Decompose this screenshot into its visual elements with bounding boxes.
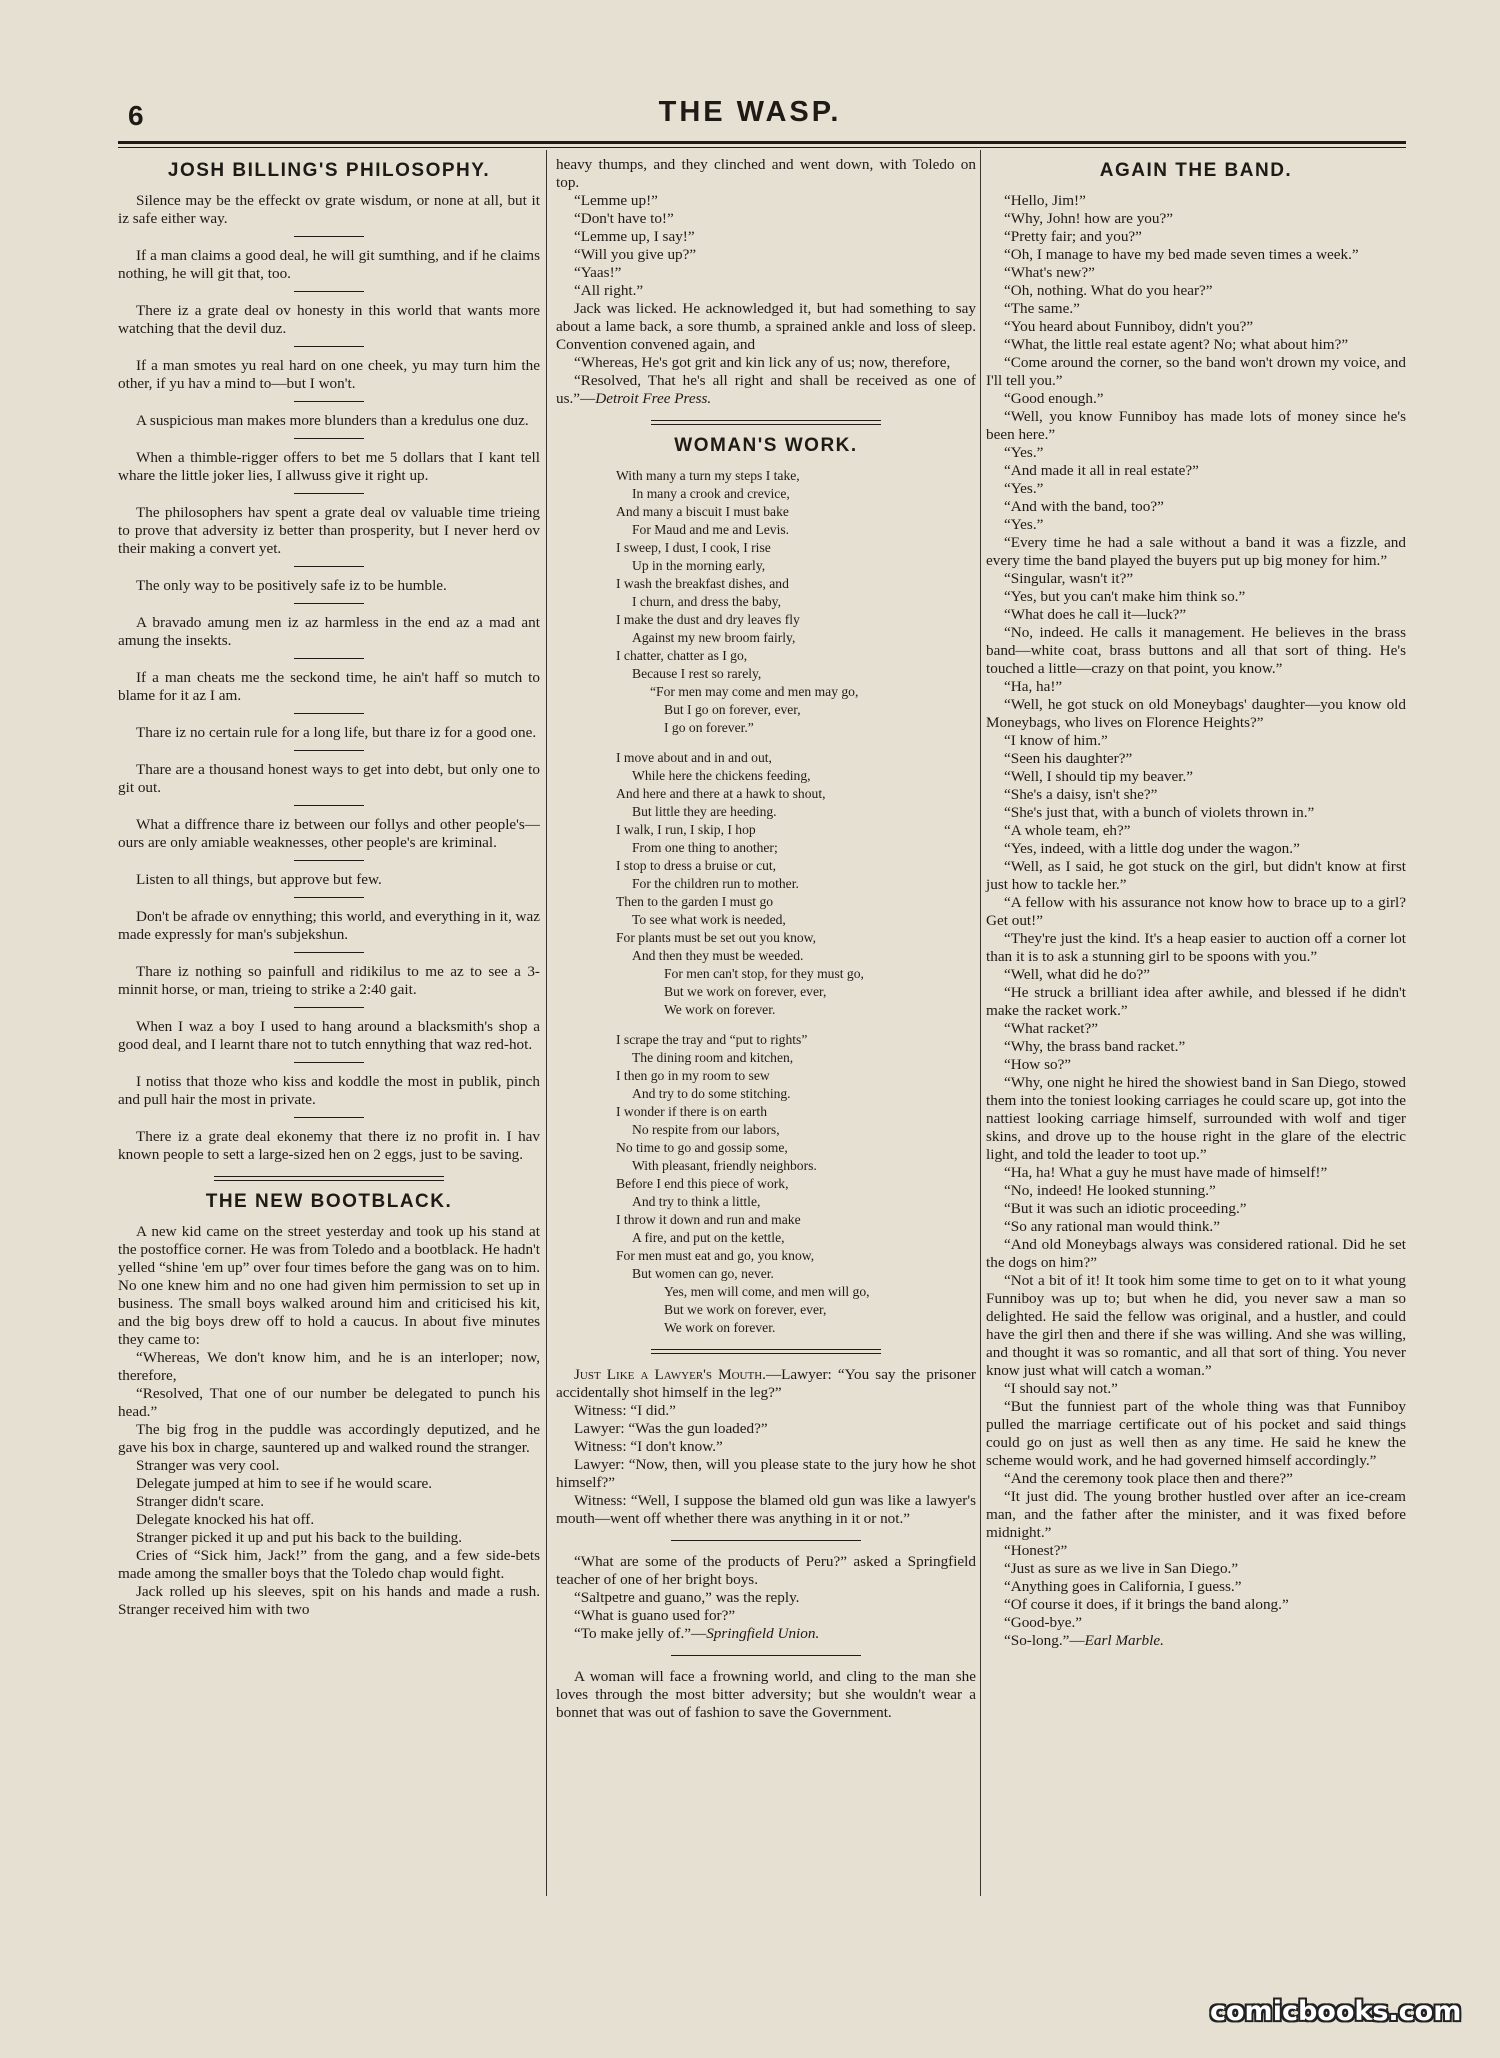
poem-line: We work on forever. bbox=[664, 1320, 776, 1335]
dialogue-line bbox=[986, 1038, 1406, 1056]
dialogue-line bbox=[986, 1542, 1406, 1560]
paragraph bbox=[556, 264, 976, 282]
poem-line: We work on forever. bbox=[664, 1002, 776, 1017]
paragraph-text: Lawyer: “Now, then, will you please state to the jury how he shot himself?” bbox=[556, 1456, 976, 1491]
poem-line: I churn, and dress the baby, bbox=[632, 594, 781, 609]
saying: If a man cheats me the seckond time, he ain't haff so mutch to blame for it az I am. bbox=[118, 669, 540, 704]
poem-line: But women can go, never. bbox=[632, 1266, 774, 1281]
paragraph-text: “Whereas, He's got grit and kin lick any of us; now, therefore, bbox=[574, 354, 951, 371]
anecdote-heading: Just Like a Lawyer's Mouth. bbox=[574, 1366, 766, 1383]
paragraph: Delegate jumped at him to see if he would scare. bbox=[136, 1475, 433, 1492]
dialogue-line bbox=[986, 462, 1406, 480]
paragraph-text: “Anything goes in California, I guess.” bbox=[1004, 1578, 1242, 1595]
poem-line: From one thing to another; bbox=[632, 840, 778, 855]
paragraph bbox=[556, 1438, 976, 1456]
dialogue-line bbox=[986, 1614, 1406, 1632]
saying: Silence may be the effeckt ov grate wisdum, or none at all, but it iz safe either way. bbox=[118, 192, 540, 227]
paragraph-text: “Honest?” bbox=[1004, 1542, 1068, 1559]
poem-line: For men must eat and go, you know, bbox=[616, 1248, 815, 1263]
dialogue-line bbox=[986, 1074, 1406, 1164]
paragraph-text: “What are some of the products of Peru?” asked a Springfield teacher of one of her bright boys. bbox=[556, 1553, 976, 1588]
dialogue-line bbox=[986, 1272, 1406, 1380]
dialogue-line bbox=[986, 966, 1406, 984]
poem-line: But we work on forever, ever, bbox=[664, 984, 827, 999]
paragraph-text: “What, the little real estate agent? No; what about him?” bbox=[1004, 336, 1349, 353]
saying: Thare are a thousand honest ways to get into debt, but only one to git out. bbox=[118, 761, 540, 796]
paragraph-text: “Ha, ha! What a guy he must have made of himself!” bbox=[1004, 1164, 1328, 1181]
paragraph-text: “The same.” bbox=[1004, 300, 1080, 317]
saying-separator bbox=[294, 603, 364, 604]
paragraph-text: “Just as sure as we live in San Diego.” bbox=[1004, 1560, 1239, 1577]
dialogue-line bbox=[986, 1020, 1406, 1038]
saying-separator bbox=[294, 493, 364, 494]
paragraph-text: “Ha, ha!” bbox=[1004, 678, 1063, 695]
paragraph-text: “And old Moneybags always was considered rational. Did he set the dogs on him?” bbox=[986, 1236, 1406, 1271]
poem-line: No respite from our labors, bbox=[632, 1122, 780, 1137]
paragraph: A new kid came on the street yesterday and took up his stand at the postoffice corner. He was from Toledo and a bootblack. He hadn't yelled “shine 'em up” over four times before the gang was on to him. No one knew him and no one had given him permission to set up in business. The small boys walked around him and criticised his kit, and the big boys drew off to hold a caucus. In about five minutes they came to: bbox=[118, 1223, 540, 1348]
poem-line: To see what work is needed, bbox=[632, 912, 786, 927]
poem-line: For Maud and me and Levis. bbox=[632, 522, 790, 537]
saying: Don't be afrade ov ennything; this world, and everything in it, waz made expressly for man's subjekshun. bbox=[118, 908, 540, 943]
saying: When a thimble-rigger offers to bet me 5 dollars that I kant tell whare the little joker lies, I allwuss give it right up. bbox=[118, 449, 540, 484]
saying-separator bbox=[294, 750, 364, 751]
paragraph bbox=[556, 372, 976, 408]
dialogue-line bbox=[986, 318, 1406, 336]
poem-stanza bbox=[556, 1031, 976, 1337]
dialogue-line bbox=[986, 192, 1406, 210]
woman-paragraph: A woman will face a frowning world, and cling to the man she loves through the most bitter adversity; but she wouldn't wear a bonnet that was out of fashion to save the Government. bbox=[556, 1668, 976, 1721]
dialogue-line bbox=[986, 840, 1406, 858]
double-rule bbox=[651, 1349, 881, 1354]
paragraph-text: “How so?” bbox=[1004, 1056, 1072, 1073]
poem-line: For the children run to mother. bbox=[632, 876, 799, 891]
poem-line: But we work on forever, ever, bbox=[664, 1302, 827, 1317]
paragraph-text: “Yes.” bbox=[1004, 516, 1044, 533]
poem-line: I go on forever.” bbox=[664, 720, 754, 735]
double-rule bbox=[651, 420, 881, 425]
poem-line: The dining room and kitchen, bbox=[632, 1050, 794, 1065]
dialogue-line bbox=[986, 606, 1406, 624]
dialogue-line bbox=[986, 984, 1406, 1020]
saying-separator bbox=[294, 860, 364, 861]
poem-line: In many a crook and crevice, bbox=[632, 486, 790, 501]
paragraph-text: “Yes.” bbox=[1004, 480, 1044, 497]
paragraph-text: “But the funniest part of the whole thing was that Funniboy pulled the marriage certificate out of his pocket and said things could go on just as well then as any time. He said he knew the scheme would work, and he had governed himself accordingly.” bbox=[986, 1398, 1406, 1469]
saying: A suspicious man makes more blunders than a kredulus one duz. bbox=[136, 412, 529, 429]
paragraph-text: “Yes, but you can't make him think so.” bbox=[1004, 588, 1246, 605]
dialogue-line bbox=[986, 1182, 1406, 1200]
poem-line: Then to the garden I must go bbox=[616, 894, 774, 909]
paragraph-text: “She's a daisy, isn't she?” bbox=[1004, 786, 1158, 803]
paragraph-text: “Yes.” bbox=[1004, 444, 1044, 461]
bootblack-article bbox=[118, 1223, 540, 1619]
poem-line: Up in the morning early, bbox=[632, 558, 766, 573]
paragraph-text: “And the ceremony took place then and there?” bbox=[1004, 1470, 1293, 1487]
column-divider bbox=[980, 150, 981, 1896]
saying: The philosophers hav spent a grate deal ov valuable time trieing to prove that adversity iz better than prosperity, but I never herd ov their making a convert yet. bbox=[118, 504, 540, 557]
page-number: 6 bbox=[128, 100, 144, 131]
poem-line: No time to go and gossip some, bbox=[616, 1140, 788, 1155]
column-divider bbox=[546, 150, 547, 1896]
column-1 bbox=[118, 156, 540, 1619]
dialogue-line bbox=[986, 1560, 1406, 1578]
dialogue-line bbox=[986, 732, 1406, 750]
paragraph bbox=[556, 210, 976, 228]
dialogue-line bbox=[986, 480, 1406, 498]
paragraph-text: Witness: “I don't know.” bbox=[574, 1438, 723, 1455]
paragraph-text: “To make jelly of.”— bbox=[574, 1625, 707, 1642]
paragraph-text: “So any rational man would think.” bbox=[1004, 1218, 1220, 1235]
poem-line: But I go on forever, ever, bbox=[664, 702, 801, 717]
dialogue-line bbox=[986, 210, 1406, 228]
saying: There iz a grate deal ov honesty in this world that wants more watching that the devil duz. bbox=[118, 302, 540, 337]
dialogue-line bbox=[986, 1164, 1406, 1182]
paragraph-text: “Yaas!” bbox=[574, 264, 622, 281]
paragraph-text: heavy thumps, and they clinched and went down, with Toledo on top. bbox=[556, 156, 976, 191]
column-3 bbox=[986, 156, 1406, 1650]
dialogue-line bbox=[986, 786, 1406, 804]
paragraph-text: “It just did. The young brother hustled over after an ice-cream man, and the father after the minister, and it was fixed before midnight.” bbox=[986, 1488, 1406, 1541]
poem-line: And try to do some stitching. bbox=[632, 1086, 791, 1101]
poem-line: A fire, and put on the kettle, bbox=[632, 1230, 785, 1245]
saying: When I waz a boy I used to hang around a blacksmith's shop a good deal, and I learnt thare not to tutch ennything that waz red-hot. bbox=[118, 1018, 540, 1053]
dialogue-line bbox=[986, 300, 1406, 318]
masthead: THE WASP. bbox=[658, 96, 842, 128]
paragraph-text: “No, indeed. He calls it management. He believes in the brass band—white coat, brass buttons and all that sort of thing. He's touched a little—crazy on that point, you know.” bbox=[986, 624, 1406, 677]
paragraph-text: “Oh, nothing. What do you hear?” bbox=[1004, 282, 1213, 299]
paragraph bbox=[556, 282, 976, 300]
saying-separator bbox=[294, 291, 364, 292]
paragraph: The big frog in the puddle was accordingly deputized, and he gave his box in charge, sauntered up and walked round the stranger. bbox=[118, 1421, 540, 1456]
poem-line: I make the dust and dry leaves fly bbox=[616, 612, 800, 627]
dialogue-line bbox=[986, 228, 1406, 246]
paragraph-text: “Seen his daughter?” bbox=[1004, 750, 1133, 767]
paragraph-text: Witness: “I did.” bbox=[574, 1402, 676, 1419]
saying-separator bbox=[294, 1117, 364, 1118]
poem-line: I wash the breakfast dishes, and bbox=[616, 576, 789, 591]
saying-separator bbox=[294, 952, 364, 953]
saying-separator bbox=[294, 346, 364, 347]
poem-line: I sweep, I dust, I cook, I rise bbox=[616, 540, 771, 555]
saying: What a diffrence thare iz between our follys and other people's—ours are only amiable weaknesses, other people's are kriminal. bbox=[118, 816, 540, 851]
poem-line: “For men may come and men may go, bbox=[650, 684, 859, 699]
dialogue-line bbox=[986, 570, 1406, 588]
paragraph bbox=[556, 192, 976, 210]
poem-line: And try to think a little, bbox=[632, 1194, 761, 1209]
dialogue-line bbox=[986, 336, 1406, 354]
separator bbox=[671, 1655, 861, 1656]
paragraph-text: “So-long.”— bbox=[1004, 1632, 1085, 1649]
paragraph bbox=[556, 1456, 976, 1492]
paragraph-text: “What's new?” bbox=[1004, 264, 1095, 281]
paragraph-text: “Good enough.” bbox=[1004, 390, 1104, 407]
paragraph-text: “They're just the kind. It's a heap easier to auction off a corner lot than it is to ask a stunning girl to be spoons with you.” bbox=[986, 930, 1406, 965]
dialogue-line bbox=[986, 390, 1406, 408]
paragraph-text: “Lemme up, I say!” bbox=[574, 228, 695, 245]
header-rule bbox=[118, 141, 1406, 144]
dialogue-line bbox=[986, 1218, 1406, 1236]
poem-line: I stop to dress a bruise or cut, bbox=[616, 858, 777, 873]
paragraph-text: “A fellow with his assurance not know how to brace up to a girl? Get out!” bbox=[986, 894, 1406, 929]
dialogue-line bbox=[986, 534, 1406, 570]
dialogue-line bbox=[986, 408, 1406, 444]
paragraph-text: “All right.” bbox=[574, 282, 644, 299]
paragraph bbox=[556, 1366, 976, 1402]
paragraph: Delegate knocked his hat off. bbox=[136, 1511, 315, 1528]
dialogue-line bbox=[986, 246, 1406, 264]
dialogue-line bbox=[986, 858, 1406, 894]
paragraph-text: “Hello, Jim!” bbox=[1004, 192, 1086, 209]
article-title-womans-work: WOMAN'S WORK. bbox=[674, 435, 858, 456]
paragraph: Stranger was very cool. bbox=[136, 1457, 280, 1474]
paragraph bbox=[556, 156, 976, 192]
paragraph-text: Lawyer: “Was the gun loaded?” bbox=[574, 1420, 768, 1437]
poem-stanza bbox=[556, 749, 976, 1019]
paragraph-text: “Well, as I said, he got stuck on the girl, but didn't know at first just how to tackle her.” bbox=[986, 858, 1406, 893]
poem-line: With many a turn my steps I take, bbox=[616, 468, 800, 483]
article-title-again-the-band: AGAIN THE BAND. bbox=[1099, 160, 1293, 181]
source-credit: Earl Marble. bbox=[1084, 1632, 1164, 1649]
paragraph-text: “He struck a brilliant idea after awhile, and blessed if he didn't make the racket work.” bbox=[986, 984, 1406, 1019]
saying-separator bbox=[294, 1007, 364, 1008]
dialogue-line bbox=[986, 1578, 1406, 1596]
paragraph-text: “Well, he got stuck on old Moneybags' daughter—you know old Moneybags, who lives on Florence Heights?” bbox=[986, 696, 1406, 731]
paragraph-text: “Resolved, That he's all right and shall be received as one of us.”— bbox=[556, 372, 976, 407]
paragraph-text: “And made it all in real estate?” bbox=[1004, 462, 1199, 479]
band-article bbox=[986, 192, 1406, 1650]
saying: Listen to all things, but approve but few. bbox=[136, 871, 382, 888]
paragraph-text: “You heard about Funniboy, didn't you?” bbox=[1004, 318, 1254, 335]
dialogue-line bbox=[986, 588, 1406, 606]
lawyer-anecdote bbox=[556, 1366, 976, 1528]
dialogue-line bbox=[986, 804, 1406, 822]
saying: If a man claims a good deal, he will git sumthing, and if he claims nothing, he will git that, too. bbox=[118, 247, 540, 282]
paragraph bbox=[556, 1420, 976, 1438]
paragraph-text: “She's just that, with a bunch of violets thrown in.” bbox=[1004, 804, 1315, 821]
poem-line: I then go in my room to sew bbox=[616, 1068, 770, 1083]
paragraph-text: Witness: “Well, I suppose the blamed old gun was like a lawyer's mouth—went off whether there was anything in it or not.” bbox=[556, 1492, 976, 1527]
saying: I notiss that thoze who kiss and koddle the most in publik, pinch and pull hair the most in private. bbox=[118, 1073, 540, 1108]
dialogue-line bbox=[986, 1470, 1406, 1488]
header-rule-thin bbox=[118, 147, 1406, 148]
bootblack-continued bbox=[556, 156, 976, 408]
saying: Thare iz no certain rule for a long life, but thare iz for a good one. bbox=[136, 724, 537, 741]
poem-line: I chatter, chatter as I go, bbox=[616, 648, 748, 663]
dialogue-line bbox=[986, 678, 1406, 696]
dialogue-line bbox=[986, 750, 1406, 768]
poem-stanza bbox=[556, 467, 976, 737]
dialogue-line bbox=[986, 1488, 1406, 1542]
saying-separator bbox=[294, 401, 364, 402]
paragraph-text: “I know of him.” bbox=[1004, 732, 1108, 749]
dialogue-line bbox=[986, 822, 1406, 840]
dialogue-line bbox=[986, 1632, 1406, 1650]
paragraph bbox=[556, 354, 976, 372]
double-rule bbox=[214, 1176, 444, 1181]
dialogue-line bbox=[986, 1236, 1406, 1272]
saying-separator bbox=[294, 566, 364, 567]
poem-line: For plants must be set out you know, bbox=[616, 930, 816, 945]
separator bbox=[671, 1540, 861, 1541]
saying-separator bbox=[294, 805, 364, 806]
paragraph-text: “And with the band, too?” bbox=[1004, 498, 1164, 515]
dialogue-line bbox=[986, 1056, 1406, 1074]
poem-womans-work bbox=[556, 467, 976, 1337]
paragraph bbox=[556, 228, 976, 246]
poem-line: Before I end this piece of work, bbox=[616, 1176, 789, 1191]
paragraph-text: —Lawyer: “You say the prisoner accidentally shot himself in the leg?” bbox=[556, 1366, 976, 1401]
dialogue-line bbox=[986, 282, 1406, 300]
watermark-logo: comicbooks.com bbox=[1210, 1996, 1462, 2027]
column-2 bbox=[556, 156, 976, 1722]
paragraph-text: “What racket?” bbox=[1004, 1020, 1099, 1037]
paragraph-text: “I should say not.” bbox=[1004, 1380, 1118, 1397]
paragraph-text: “A whole team, eh?” bbox=[1004, 822, 1131, 839]
source-credit: Springfield Union. bbox=[706, 1625, 820, 1642]
saying-separator bbox=[294, 236, 364, 237]
saying: If a man smotes yu real hard on one cheek, yu may turn him the other, if yu hav a mind to—but I won't. bbox=[118, 357, 540, 392]
paragraph-text: “Don't have to!” bbox=[574, 210, 674, 227]
paragraph-text: “Of course it does, if it brings the band along.” bbox=[1004, 1596, 1289, 1613]
paragraph: Cries of “Sick him, Jack!” from the gang, and a few side-bets made among the smaller boys that the Toledo chap would fight. bbox=[118, 1547, 540, 1582]
article-title-new-bootblack: THE NEW BOOTBLACK. bbox=[205, 1191, 453, 1212]
poem-line: I wonder if there is on earth bbox=[616, 1104, 767, 1119]
paragraph bbox=[556, 1589, 976, 1607]
saying-separator bbox=[294, 438, 364, 439]
poem-line: And many a biscuit I must bake bbox=[616, 504, 789, 519]
poem-line: And here and there at a hawk to shout, bbox=[616, 786, 826, 801]
paragraph-text: “Pretty fair; and you?” bbox=[1004, 228, 1142, 245]
paragraph: Stranger didn't scare. bbox=[136, 1493, 264, 1510]
paragraph-text: “No, indeed! He looked stunning.” bbox=[1004, 1182, 1216, 1199]
paragraph-text: “Well, I should tip my beaver.” bbox=[1004, 768, 1193, 785]
paragraph-text: “Well, what did he do?” bbox=[1004, 966, 1150, 983]
dialogue-line bbox=[986, 444, 1406, 462]
paragraph bbox=[556, 1553, 976, 1589]
poem-line: Against my new broom fairly, bbox=[632, 630, 796, 645]
paragraph-text: “What does he call it—luck?” bbox=[1004, 606, 1187, 623]
poem-line: While here the chickens feeding, bbox=[632, 768, 811, 783]
dialogue-line bbox=[986, 1380, 1406, 1398]
dialogue-line bbox=[986, 894, 1406, 930]
dialogue-line bbox=[986, 516, 1406, 534]
saying: A bravado amung men iz az harmless in the end az a mad ant amung the insekts. bbox=[118, 614, 540, 649]
poem-line: Because I rest so rarely, bbox=[632, 666, 762, 681]
paragraph bbox=[556, 1492, 976, 1528]
poem-line: I walk, I run, I skip, I hop bbox=[616, 822, 756, 837]
saying: The only way to be positively safe iz to be humble. bbox=[136, 577, 447, 594]
peru-anecdote bbox=[556, 1553, 976, 1643]
paragraph-text: “Saltpetre and guano,” was the reply. bbox=[574, 1589, 800, 1606]
poem-line: I throw it down and run and make bbox=[616, 1212, 801, 1227]
saying-separator bbox=[294, 713, 364, 714]
dialogue-line bbox=[986, 930, 1406, 966]
paragraph: Stranger picked it up and put his back to the building. bbox=[136, 1529, 463, 1546]
poem-line: I scrape the tray and “put to rights” bbox=[616, 1032, 808, 1047]
dialogue-line bbox=[986, 624, 1406, 678]
paragraph-text: “Come around the corner, so the band won't drown my voice, and I'll tell you.” bbox=[986, 354, 1406, 389]
paragraph-text: “Why, John! how are you?” bbox=[1004, 210, 1173, 227]
dialogue-line bbox=[986, 1596, 1406, 1614]
dialogue-line bbox=[986, 1200, 1406, 1218]
sayings-list bbox=[118, 192, 540, 1164]
paragraph-text: “Good-bye.” bbox=[1004, 1614, 1083, 1631]
saying-separator bbox=[294, 1062, 364, 1063]
saying: There iz a grate deal ekonemy that there iz no profit in. I hav known people to sett a large-sized hen on 2 eggs, just to be saving. bbox=[118, 1128, 540, 1163]
dialogue-line bbox=[986, 1398, 1406, 1470]
dialogue-line bbox=[986, 696, 1406, 732]
saying: Thare iz nothing so painfull and ridikilus to me az to see a 3-minnit horse, or man, trieing to strike a 2:40 gait. bbox=[118, 963, 540, 998]
paragraph bbox=[556, 1625, 976, 1643]
paragraph bbox=[556, 246, 976, 264]
paragraph-text: “Why, one night he hired the showiest band in San Diego, stowed them into the toniest looking carriages he could scare up, got into the nattiest looking carriage himself, surrounded with wolf and tiger skins, and drove up to the house right in the glare of the electric light, and told the leader to toot up.” bbox=[986, 1074, 1406, 1163]
dialogue-line bbox=[986, 498, 1406, 516]
article-title-josh-billings: JOSH BILLING'S PHILOSOPHY. bbox=[167, 160, 491, 181]
paragraph: Jack rolled up his sleeves, spit on his hands and made a rush. Stranger received him with two bbox=[118, 1583, 540, 1618]
paragraph-text: “Singular, wasn't it?” bbox=[1004, 570, 1134, 587]
poem-line: And then they must be weeded. bbox=[632, 948, 804, 963]
paragraph-text: “Well, you know Funniboy has made lots of money since he's been here.” bbox=[986, 408, 1406, 443]
poem-line: I move about and in and out, bbox=[616, 750, 772, 765]
dialogue-line bbox=[986, 768, 1406, 786]
paragraph-text: Jack was licked. He acknowledged it, but had something to say about a lame back, a sore thumb, a sprained ankle and loss of sleep. Convention convened again, and bbox=[556, 300, 976, 353]
paragraph: “Whereas, We don't know him, and he is an interloper; now, therefore, bbox=[118, 1349, 540, 1384]
paragraph-text: “Not a bit of it! It took him some time to get on to it what young Funniboy was up to; but when he did, you never saw a man so delighted. He said the fellow was original, and a hustler, and could have the girl then and there if she was willing. And she was willing, and thought it was so romantic, and all that sort of thing. You never know just what will catch a woman.” bbox=[986, 1272, 1406, 1379]
paragraph: “Resolved, That one of our number be delegated to punch his head.” bbox=[118, 1385, 540, 1420]
poem-line: For men can't stop, for they must go, bbox=[664, 966, 864, 981]
paragraph bbox=[556, 1402, 976, 1420]
paragraph bbox=[556, 1607, 976, 1625]
paragraph-text: “Lemme up!” bbox=[574, 192, 658, 209]
dialogue-line bbox=[986, 354, 1406, 390]
paragraph bbox=[556, 300, 976, 354]
paragraph-text: “But it was such an idiotic proceeding.” bbox=[1004, 1200, 1247, 1217]
poem-line: But little they are heeding. bbox=[632, 804, 777, 819]
paragraph-text: “Yes, indeed, with a little dog under the wagon.” bbox=[1004, 840, 1300, 857]
paragraph-text: “Oh, I manage to have my bed made seven times a week.” bbox=[1004, 246, 1359, 263]
dialogue-line bbox=[986, 264, 1406, 282]
poem-line: With pleasant, friendly neighbors. bbox=[632, 1158, 817, 1173]
saying-separator bbox=[294, 897, 364, 898]
paragraph-text: “Every time he had a sale without a band it was a fizzle, and every time the band played the buyers put up big money for him.” bbox=[986, 534, 1406, 569]
paragraph-text: “What is guano used for?” bbox=[574, 1607, 736, 1624]
paragraph-text: “Why, the brass band racket.” bbox=[1004, 1038, 1186, 1055]
paragraph-text: “Will you give up?” bbox=[574, 246, 697, 263]
saying-separator bbox=[294, 658, 364, 659]
source-credit: Detroit Free Press. bbox=[595, 390, 712, 407]
poem-line: Yes, men will come, and men will go, bbox=[664, 1284, 870, 1299]
